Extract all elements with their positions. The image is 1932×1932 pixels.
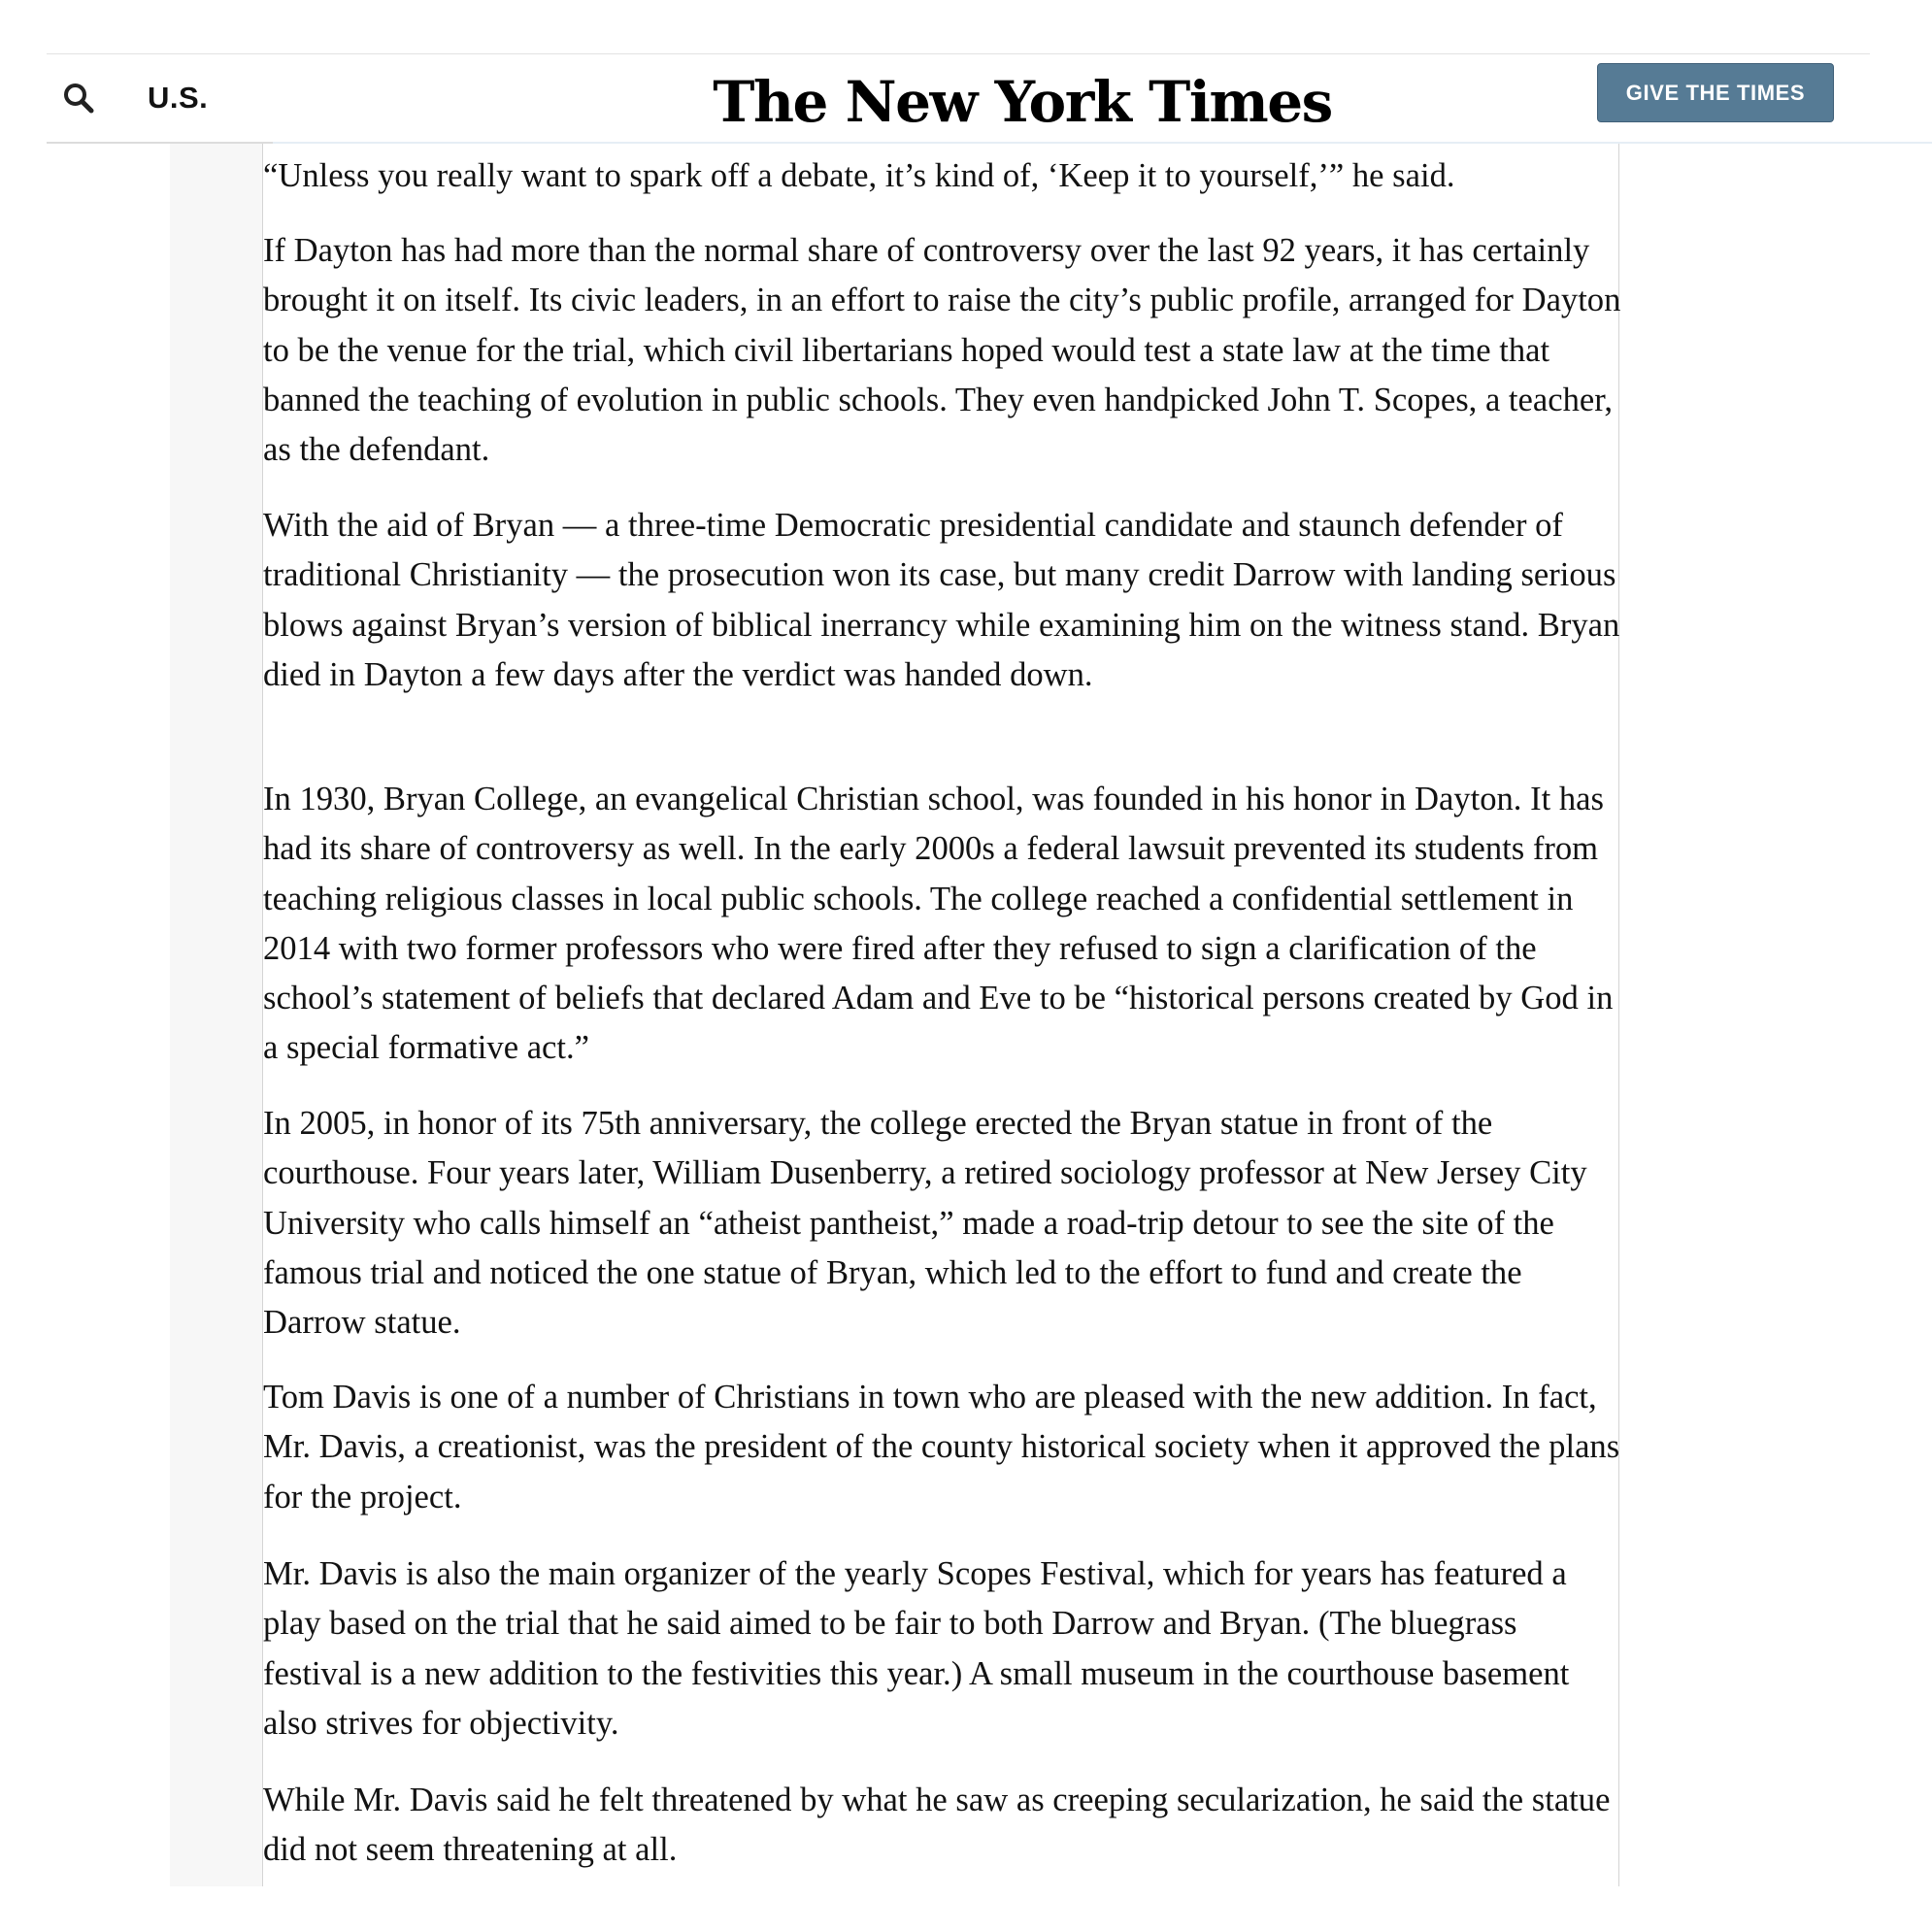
article-paragraph: “Unless you really want to spark off a debate, it’s kind of, ‘Keep it to yourself,’” he said. (263, 157, 1455, 194)
article-paragraph: Mr. Davis is also the main organizer of the yearly Scopes Festival, which for years has featured a play based on the trial that he said aimed to be fair to both Darrow and Bryan. (The bluegrass festival is a new addition to the festivities this year.) A small museum in the courthouse basement also strives for objectivity. (263, 1555, 1570, 1742)
article-paragraph: If Dayton has had more than the normal share of controversy over the last 92 years, it has certainly brought it on itself. Its civic leaders, in an effort to raise the city’s public profile, arranged for Dayton to be the venue for the trial, which civil libertarians hoped would test a state law at the time that banned the teaching of evolution in public schools. They even handpicked John T. Scopes, a teacher, as the defendant. (263, 232, 1621, 469)
article-paragraph: In 1930, Bryan College, an evangelical Christian school, was founded in his honor in Dayton. It has had its share of controversy as well. In the early 2000s a federal lawsuit prevented its students from teaching religious classes in local public schools. The college reached a confidential settlement in 2014 with two former professors who were fired after they refused to sign a clarification of the school’s statement of beliefs that declared Adam and Eve to be “historical persons created by God in a special formative act.” (263, 781, 1614, 1067)
search-icon (62, 82, 95, 115)
article-paragraph: Tom Davis is one of a number of Christians in town who are pleased with the new addition. In fact, Mr. Davis, a creationist, was the president of the county historical society when it approved the plans for the project. (263, 1379, 1620, 1516)
article-paragraph: With the aid of Bryan — a three-time Democratic presidential candidate and staunch defender of traditional Christianity — the prosecution won its case, but many credit Darrow with landing serious blows against Bryan’s version of biblical inerrancy while examining him on the witness stand. Bryan died in Dayton a few days after the verdict was handed down. (263, 507, 1620, 693)
give-the-times-button[interactable]: GIVE THE TIMES (1597, 63, 1834, 122)
site-header (47, 54, 1870, 142)
article-paragraph: In 2005, in honor of its 75th anniversary, the college erected the Bryan statue in front of the courthouse. Four years later, William Dusenberry, a retired sociology professor at New Jersey City University who calls himself an “atheist pantheist,” made a road-trip detour to see the site of the famous trial and noticed the one statue of Bryan, which led to the effort to fund and create the Darrow statue. (263, 1105, 1587, 1342)
nyt-logo[interactable]: The New York Times (713, 69, 1332, 135)
left-gutter (170, 144, 262, 1886)
search-button[interactable] (56, 76, 101, 120)
section-link-us[interactable]: U.S. (148, 81, 209, 115)
article-paragraph: While Mr. Davis said he felt threatened by what he saw as creeping secularization, he said the statue did not seem threatening at all. (263, 1782, 1611, 1869)
